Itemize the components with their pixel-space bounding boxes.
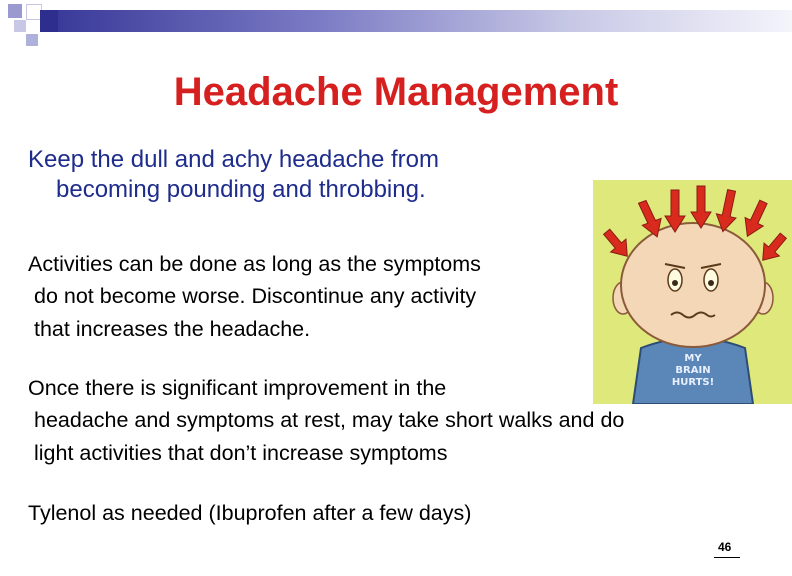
header-decoration [0,0,792,50]
paragraph-line: Once there is significant improvement in the [28,376,447,400]
header-band [58,10,792,32]
deco-square [40,10,58,32]
deco-square [8,4,22,18]
activity-paragraph [28,248,481,345]
head [621,223,765,347]
lead-line: Keep the dull and achy headache from [28,146,439,173]
shirt-text: HURTS! [671,377,715,388]
page-number-underline [714,557,740,558]
paragraph-line: that increases the headache. [34,316,311,341]
shirt-text: BRAIN [675,365,711,376]
medication-paragraph [28,497,471,529]
paragraph-line: Activities can be done as long as the symptoms [28,252,481,276]
paragraph-line: Tylenol as needed (Ibuprofen after a few days) [28,501,472,525]
improvement-paragraph [28,372,624,469]
headache-cartoon-illustration [593,180,792,404]
slide-title: Headache Management [173,70,619,114]
paragraph-line: light activities that don’t increase symptoms [34,440,448,465]
lead-statement [28,145,439,205]
deco-square [26,34,38,46]
shirt-text: MY [684,353,702,364]
deco-square [14,20,26,32]
page-number: 46 [718,540,732,554]
lead-line: becoming pounding and throbbing. [56,176,426,203]
paragraph-line: do not become worse. Discontinue any activity [34,284,477,309]
paragraph-line: headache and symptoms at rest, may take short walks and do [34,408,625,433]
